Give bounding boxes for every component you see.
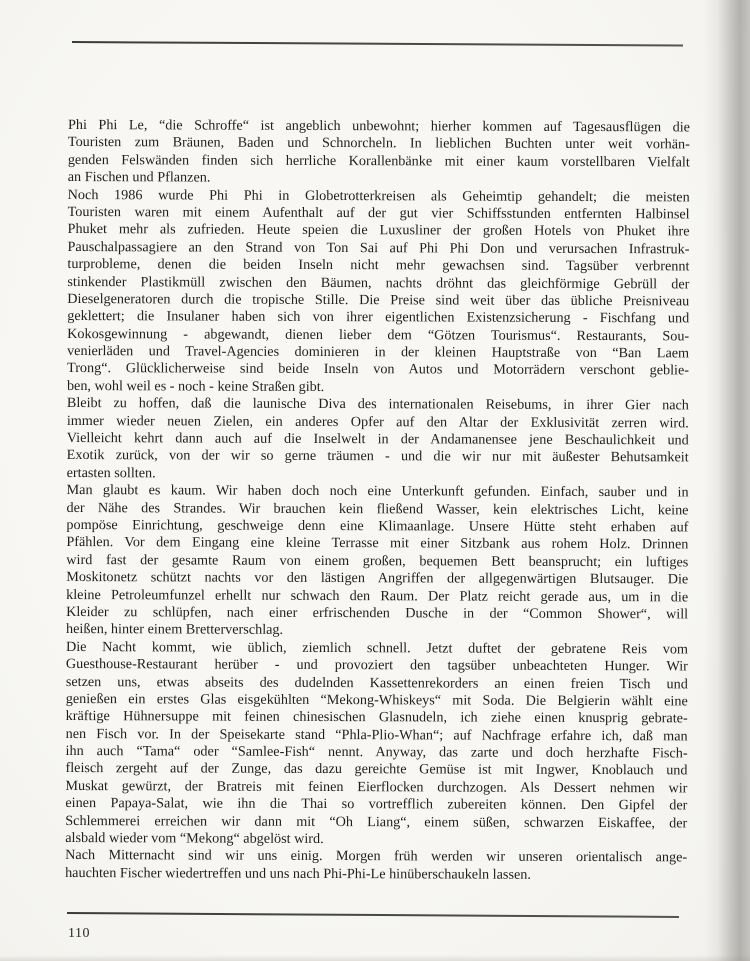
body-text xyxy=(65,117,690,885)
text-line: Dieselgeneratoren durch die tropische Stille. Die Preise sind weit über das übliche Preisniveau xyxy=(67,290,690,310)
text-line: venierläden und Travel-Agencies dominieren in der kleinen Hauptstraße von “Ban Laem xyxy=(67,343,690,362)
paragraph xyxy=(67,395,689,484)
paragraph xyxy=(66,482,689,641)
text-line: Noch 1986 wurde Phi Phi in Globetrotterkreisen als Geheimtip gehandelt; die meisten xyxy=(67,186,690,205)
text-line: Moskitonetz schützt nachts vor den lästigen Angriffen der allgegenwärtigen Blutsauger. Die xyxy=(66,569,689,588)
text-line: setzen uns, etwas abseits des dudelnden Kassettenrekorders an einen freien Tisch und xyxy=(65,673,688,692)
text-line: Pauschalpassagiere an den Strand von Ton Sai auf Phi Phi Don und verursachen Infrastruk- xyxy=(67,238,690,258)
text-line: ihn auch “Tama“ oder “Samlee-Fish“ nennt. Anyway, das zarte und doch herzhafte Fisch- xyxy=(65,743,688,762)
text-line: wird fast der gesamte Raum von einem großen, bequemen Bett beansprucht; ein luftiges xyxy=(66,551,689,571)
text-line: Bleibt zu hoffen, daß die launische Diva des internationalen Reisebums, in ihrer Gier nach xyxy=(66,395,689,414)
paragraph xyxy=(68,117,690,189)
text-line: der Nähe des Strandes. Wir brauchen kein fließend Wasser, kein elektrisches Licht, keine xyxy=(66,499,689,518)
page-edge-shadow xyxy=(704,0,750,961)
text-line: Die Nacht kommt, wie üblich, ziemlich schnell. Jetzt duftet der gebratene Reis vom xyxy=(65,638,688,658)
bottom-rule xyxy=(67,912,679,918)
text-line: nen Fisch vor. In der Speisekarte stand “Phla-Plio-Whan“; auf Nachfrage erfahre ich, daß man xyxy=(65,725,688,745)
top-rule xyxy=(72,41,683,47)
paragraph xyxy=(65,847,687,884)
text-line: Phi Phi Le, “die Schroffe“ ist angeblich unbewohnt; hierher kommen auf Tagesausflügen die xyxy=(67,117,690,136)
text-line: fleisch zergeht auf der Zunge, das dazu gereichte Gemüse ist mit Ingwer, Knoblauch und xyxy=(65,760,688,779)
text-line: an Fischen und Pflanzen. xyxy=(67,169,211,186)
text-line: Man glaubt es kaum. Wir haben doch noch eine Unterkunft gefunden. Einfach, sauber und in xyxy=(66,482,689,501)
text-line: immer wieder neuen Zielen, ein anderes Opfer auf den Altar der Exklusivität zerren wird. xyxy=(66,412,689,432)
text-line: Phuket mehr als zufrieden. Heute speien die Luxusliner der großen Hotels von Phuket ihre xyxy=(67,221,690,240)
text-line: Exotik zurück, von der wir so gerne träumen - und die wir nur mit äußester Behutsamkeit xyxy=(66,447,689,466)
text-line: genießen ein erstes Glas eisgekühlten “Mekong-Whiskeys“ mit Soda. Die Belgierin wählt eine xyxy=(65,690,688,710)
text-line: Vielleicht kehrt dann auch auf die Inselwelt in der Andamanensee jene Beschaulichkeit und xyxy=(66,430,689,449)
text-line: geklettert; die Insulaner haben sich von ihrer eigentlichen Existenzsicherung - Fischfang und xyxy=(67,308,690,327)
text-line: Touristen waren mit einem Aufenthalt auf der gut vier Schiffsstunden entfernten Halbinsel xyxy=(67,203,690,223)
text-line: Schlemmerei erreichen wir dann mit “Oh Liang“, einem süßen, schwarzen Eiskaffee, der xyxy=(65,812,688,832)
text-line: kräftige Hühnersuppe mit feinen chinesischen Glasnudeln, ich ziehe einen knusprig gebrate- xyxy=(65,708,688,727)
text-line: Pfählen. Vor dem Eingang eine kleine Terrasse mit einer Sitzbank aus rohem Holz. Drinnen xyxy=(66,534,689,553)
text-line: einen Papaya-Salat, wie ihn die Thai so vortrefflich zubereiten können. Den Gipfel der xyxy=(65,795,688,814)
text-line: Guesthouse-Restaurant herüber - und provoziert den tagsüber unbeachteten Hunger. Wir xyxy=(65,656,688,675)
text-line: heißen, hinter einem Bretterverschlag. xyxy=(66,621,284,639)
text-line: pompöse Einrichtung, geschweige denn eine Klimaanlage. Unsere Hütte steht erhaben auf xyxy=(66,516,689,536)
text-line: Kleider zu schlüpfen, nach einer erfrischenden Dusche in der “Common Shower“, will xyxy=(66,603,689,623)
text-line: Muskat gewürzt, der Bratreis mit feinen Eierflocken durchzogen. Als Dessert nehmen wir xyxy=(65,777,688,797)
text-line: Trong“. Glücklicherweise sind beide Inseln von Autos und Motorrädern verschont geblie- xyxy=(67,360,690,379)
text-line: kleine Petroleumfunzel erhellt nur schwach den Raum. Der Platz reicht gerade aus, um in die xyxy=(66,586,689,605)
page-number: 110 xyxy=(68,926,90,941)
text-line: Touristen zum Bräunen, Baden und Schnorcheln. In lieblichen Buchten unter weit vorhän- xyxy=(67,134,690,153)
text-line: ertasten sollten. xyxy=(66,464,156,482)
text-line: turprobleme, denen die beiden Inseln nicht mehr gewachsen sind. Tagsüber verbrennt xyxy=(67,256,690,275)
text-line: Kokosgewinnung - abgewandt, dienen lieber dem “Götzen Tourismus“. Restaurants, Sou- xyxy=(67,325,690,345)
paragraph xyxy=(67,187,690,398)
text-line: stinkender Plastikmüll zwischen den Bäumen, nachts dröhnt das gleichförmige Gebrüll der xyxy=(67,273,690,292)
text-line: alsbald wieder vom “Mekong“ abgelöst wird. xyxy=(65,830,324,848)
text-line: Nach Mitternacht sind wir uns einig. Morgen früh werden wir unseren orientalisch ange- xyxy=(65,847,688,866)
text-line: hauchten Fischer wiedertreffen und uns nach Phi-Phi-Le hinüberschaukeln lassen. xyxy=(65,864,531,883)
text-line: genden Felswänden finden sich herrliche Korallenbänke mit einer kaum vorstellbaren Vielfalt xyxy=(67,151,690,171)
page-bottom-shadow xyxy=(0,955,750,961)
paragraph xyxy=(65,639,688,850)
text-line: ben, wohl weil es - noch - keine Straßen gibt. xyxy=(66,377,325,395)
